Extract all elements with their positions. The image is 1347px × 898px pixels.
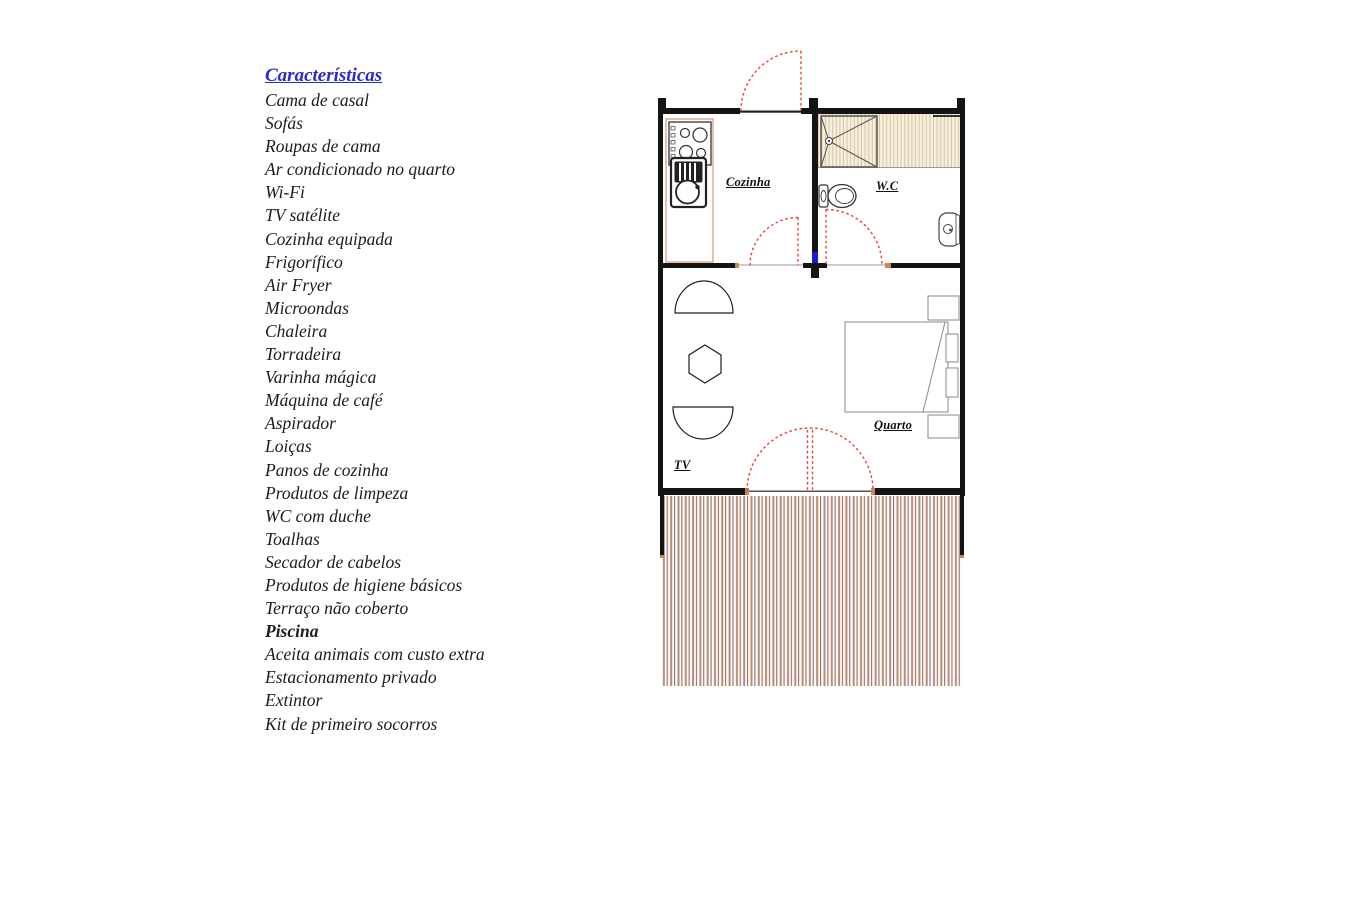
entry-door-swing xyxy=(741,51,801,111)
feature-item: Torradeira xyxy=(265,344,342,365)
bathroom-label: W.C xyxy=(876,179,899,193)
bedroom-label: Quarto xyxy=(874,418,913,432)
feature-item: Ar condicionado no quarto xyxy=(265,159,456,180)
chair-icon xyxy=(673,407,733,439)
feature-item: Kit de primeiro socorros xyxy=(265,713,438,734)
table-icon xyxy=(689,345,721,383)
feature-item: Aceita animais com custo extra xyxy=(265,644,485,665)
feature-item: Extintor xyxy=(265,690,323,711)
feature-item: Toalhas xyxy=(265,528,320,549)
feature-item: Varinha mágica xyxy=(265,367,377,388)
shower-tray xyxy=(821,116,877,167)
feature-item: Loiças xyxy=(265,436,312,457)
kitchen-sink-icon xyxy=(671,158,706,207)
feature-item: Air Fryer xyxy=(265,274,332,295)
feature-item: TV satélite xyxy=(265,205,341,226)
feature-list-title: Características xyxy=(265,65,383,86)
kitchen-door-swing xyxy=(750,218,798,266)
bed-icon xyxy=(845,296,959,438)
terrace-deck xyxy=(662,496,962,686)
feature-item: WC com duche xyxy=(265,505,371,526)
feature-item: Aspirador xyxy=(265,413,336,434)
feature-item: Estacionamento privado xyxy=(265,667,437,688)
feature-item: Frigorífico xyxy=(265,251,343,272)
terrace-double-door-swing xyxy=(747,428,873,491)
floor-plan-svg xyxy=(655,40,970,700)
feature-item: Cama de casal xyxy=(265,90,370,110)
feature-item: Cozinha equipada xyxy=(265,228,393,249)
bathroom-door-swing xyxy=(826,210,882,266)
feature-item: Máquina de café xyxy=(265,390,383,411)
toilet-icon xyxy=(819,185,856,208)
feature-item: Secador de cabelos xyxy=(265,551,402,572)
feature-section xyxy=(265,64,595,736)
kitchen-label: Cozinha xyxy=(726,175,771,189)
feature-list xyxy=(265,89,595,736)
feature-item: Roupas de cama xyxy=(265,136,381,157)
feature-item: Sofás xyxy=(265,113,303,134)
feature-item: Produtos de higiene básicos xyxy=(265,574,463,595)
feature-item: Terraço não coberto xyxy=(265,598,409,619)
tv-label: TV xyxy=(674,458,691,472)
floor-plan xyxy=(655,40,970,700)
feature-item: Wi-Fi xyxy=(265,182,305,203)
chair-icon xyxy=(675,281,733,313)
feature-item: Piscina xyxy=(265,621,319,642)
feature-item: Produtos de limpeza xyxy=(265,482,409,503)
feature-item: Microondas xyxy=(265,297,349,318)
washbasin-icon xyxy=(939,213,960,246)
feature-item: Panos de cozinha xyxy=(265,459,389,480)
feature-item: Chaleira xyxy=(265,320,328,341)
